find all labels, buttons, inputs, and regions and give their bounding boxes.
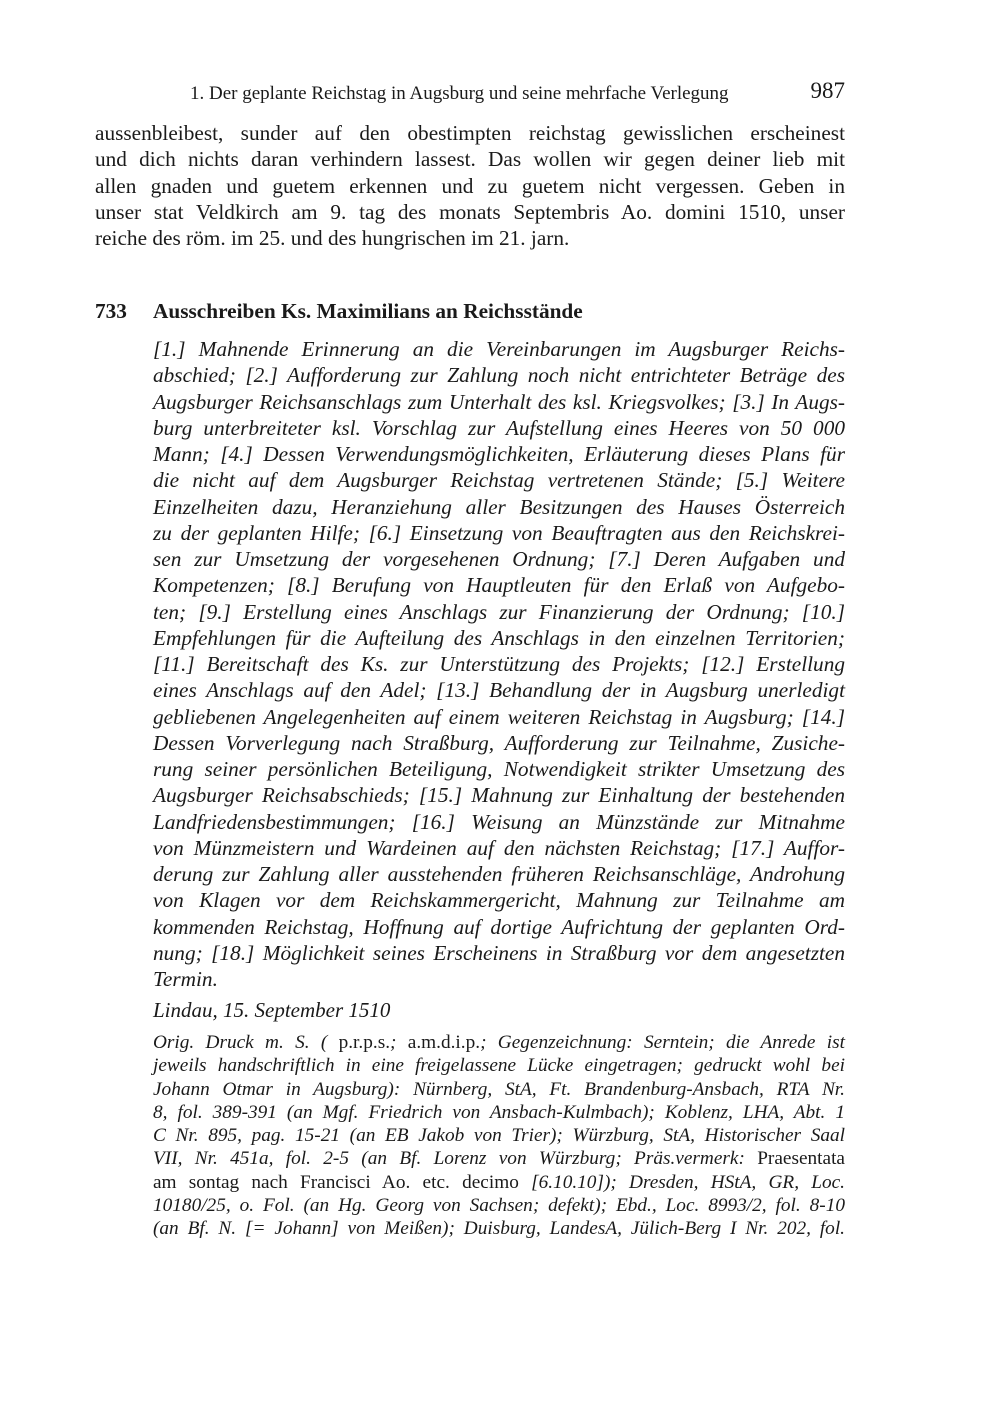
text-line: Augsburger Reichsanschlags zum Unterhalt des ksl. Kriegsvolkes; [3.] In Augs- — [153, 389, 845, 414]
text-line: Augsburger Reichsabschieds; [15.] Mahnung zur Einhaltung der bestehenden — [153, 783, 845, 808]
text-line: Kompetenzen; [8.] Berufung von Hauptleuten für den Erlaß von Aufgebo- — [153, 573, 845, 598]
text-line: nung; [18.] Möglichkeit seines Erscheinens in Straßburg vor dem angesetzten — [153, 940, 845, 965]
text-segment: C Nr. 895, pag. 15-21 (an EB Jakob von Trier); Würzburg, StA, Historischer Saal — [153, 1125, 845, 1147]
text-line — [153, 1217, 845, 1240]
text-line: allen gnaden und guetem erkennen und zu guetem nicht vergessen. Geben in — [95, 173, 845, 198]
text-line — [153, 1054, 845, 1077]
text-segment: jeweils handschriftlich in eine freigelassene Lücke eingetragen; gedruckt wohl bei — [153, 1055, 845, 1077]
text-line — [153, 1078, 845, 1101]
text-line: eines Anschlags auf den Adel; [13.] Behandlung der in Augsburg unerledigt — [153, 678, 845, 703]
page-number: 987 — [810, 78, 845, 103]
text-line: reiche des röm. im 25. und des hungrischen im 21. jarn. — [95, 226, 570, 251]
text-line — [153, 1031, 845, 1054]
continued-letter-text — [95, 120, 845, 251]
text-line: [11.] Bereitschaft des Ks. zur Unterstützung des Projekts; [12.] Erstellung — [153, 652, 845, 676]
text-line — [153, 1101, 845, 1124]
text-segment: Orig. Druck m. S. ( — [153, 1032, 339, 1053]
text-segment: p.r.p.s. — [338, 1032, 391, 1053]
text-segment: [6.10.10]); Dresden, HStA, GR, Loc. — [531, 1171, 846, 1193]
text-line: kommenden Reichstag, Hoffnung auf dortige Aufrichtung der geplanten Ord- — [153, 914, 845, 939]
text-line — [153, 1171, 845, 1194]
text-line: sen zur Umsetzung der vorgesehenen Ordnung; [7.] Deren Aufgaben und — [153, 547, 845, 571]
source-note — [153, 1031, 845, 1241]
text-line: Dessen Vorverlegung nach Straßburg, Aufforderung zur Teilnahme, Zusiche- — [153, 730, 845, 755]
text-line: von Münzmeistern und Wardeinen auf den nächsten Reichstag; [17.] Auffor- — [153, 835, 845, 860]
document-title: Ausschreiben Ks. Maximilians an Reichsstände — [153, 299, 583, 323]
text-segment: ; Gegenzeichnung: Serntein; die Anrede ist — [480, 1032, 845, 1053]
document-number: 733 — [95, 299, 127, 323]
text-segment: Praesentata — [757, 1148, 845, 1170]
text-line — [153, 1147, 845, 1170]
document-summary — [153, 336, 845, 992]
text-line: [1.] Mahnende Erinnerung an die Vereinbarungen im Augsburger Reichs- — [153, 337, 845, 361]
text-line: Termin. — [153, 967, 218, 991]
text-segment: (an Bf. N. [= Johann] von Meißen); Duisburg, LandesA, Jülich-Berg I Nr. 202, fol. — [153, 1218, 845, 1240]
text-line: aussenbleibest, sunder auf den obestimpten reichstag gewisslichen erscheinest — [95, 121, 845, 145]
place-date: Lindau, 15. September 1510 — [153, 998, 391, 1022]
text-line: von Klagen vor dem Reichskammergericht, Mahnung zur Teilnahme am — [153, 888, 845, 913]
text-segment: 8, fol. 389-391 (an Mgf. Friedrich von Ansbach-Kulmbach); Koblenz, LHA, Abt. 1 — [153, 1101, 845, 1123]
text-segment: Johann Otmar in Augsburg): Nürnberg, StA, Ft. Brandenburg-Ansbach, RTA Nr. — [153, 1078, 845, 1100]
text-segment: 10180/25, o. Fol. (an Hg. Georg von Sachsen; defekt); Ebd., Loc. 8993/2, fol. 8-10 — [153, 1195, 845, 1217]
text-line: burg unterbreiteter ksl. Vorschlag zur Aufstellung eines Heeres von 50 000 — [153, 415, 845, 440]
text-segment: ; — [390, 1032, 408, 1053]
text-line: und dich nichts daran verhindern lassest. Das wollen wir gegen deiner lieb mit — [95, 147, 845, 172]
text-line: Mann; [4.] Dessen Verwendungsmöglichkeiten, Erläuterung dieses Plans für — [153, 442, 845, 466]
text-line: abschied; [2.] Aufforderung zur Zahlung noch nicht entrichteter Beträge des — [153, 363, 845, 388]
running-title: 1. Der geplante Reichstag in Augsburg und seine mehrfache Verlegung — [190, 83, 729, 104]
text-line: Empfehlungen für die Aufteilung des Anschlags in den einzelnen Territorien; — [153, 625, 845, 650]
text-segment: am sontag nach Francisci Ao. etc. decimo — [153, 1171, 532, 1193]
text-line: zu der geplanten Hilfe; [6.] Einsetzung von Beauftragten aus den Reichskrei- — [153, 520, 845, 545]
text-line — [153, 1124, 845, 1147]
text-line: gebliebenen Angelegenheiten auf einem weiteren Reichstag in Augsburg; [14.] — [153, 704, 845, 729]
text-line: derung zur Zahlung aller ausstehenden früheren Reichsanschläge, Androhung — [153, 862, 845, 886]
text-line: unser stat Veldkirch am 9. tag des monats Septembris Ao. domini 1510, unser — [95, 199, 845, 224]
text-line — [153, 1194, 845, 1217]
text-line: Landfriedensbestimmungen; [16.] Weisung an Münzstände zur Mitnahme — [153, 809, 845, 834]
text-line: die nicht auf dem Augsburger Reichstag vertretenen Stände; [5.] Weitere — [153, 468, 845, 493]
text-segment: a.m.d.i.p. — [407, 1032, 481, 1053]
text-line: ten; [9.] Erstellung eines Anschlags zur Finanzierung der Ordnung; [10.] — [153, 599, 845, 624]
text-line: Einzelheiten dazu, Heranziehung aller Besitzungen des Hauses Österreich — [153, 494, 845, 519]
text-line: rung seiner persönlichen Beteiligung, Notwendigkeit strikter Umsetzung des — [153, 757, 845, 781]
text-segment: VII, Nr. 451a, fol. 2-5 (an Bf. Lorenz von Würzburg; Präs.vermerk: — [153, 1148, 758, 1170]
